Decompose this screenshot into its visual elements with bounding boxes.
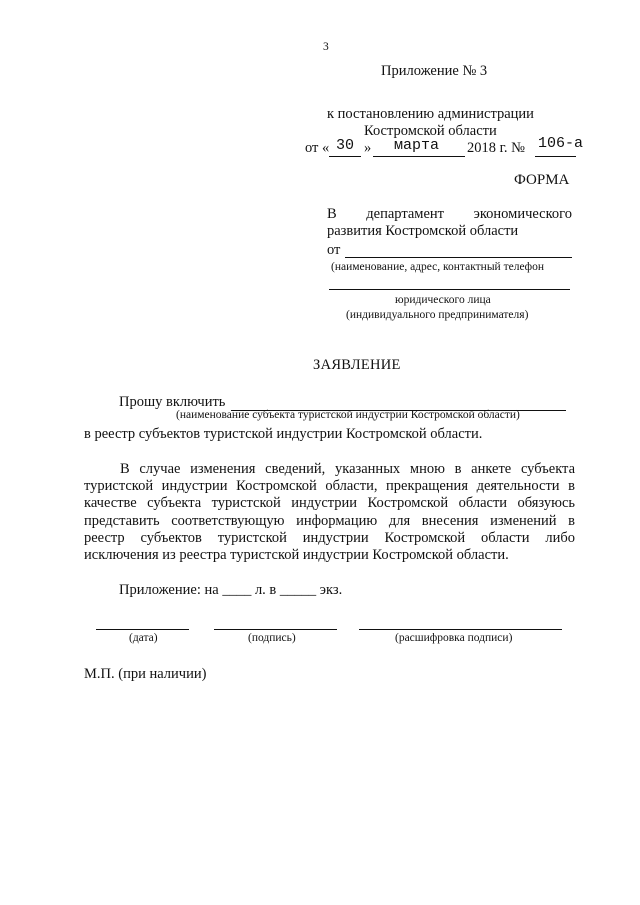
- attachment-pages-blank: ____: [222, 582, 252, 598]
- request-label: Прошу включить: [119, 394, 226, 410]
- date-prefix: от «: [305, 140, 330, 156]
- paragraph-line: В случае изменения сведений, указанных мною в анкете субъекта: [120, 461, 575, 477]
- appendix-title: Приложение № 3: [381, 63, 488, 79]
- attachment-suffix: экз.: [319, 582, 343, 598]
- date-mid: »: [364, 140, 372, 156]
- date-year: 2018 г. №: [467, 140, 526, 156]
- attachment-copies-blank: _____: [279, 582, 317, 598]
- date-signature-line: [96, 629, 189, 630]
- attachment-line: [119, 582, 342, 599]
- decoding-caption: (расшифровка подписи): [395, 632, 513, 644]
- decoding-signature-line: [359, 629, 562, 630]
- date-day: 30: [336, 137, 355, 154]
- day-underline: [329, 156, 361, 157]
- number-underline: [535, 156, 576, 157]
- from-label: от: [327, 242, 341, 258]
- date-caption: (дата): [129, 632, 158, 644]
- from-field-line-2: [329, 289, 570, 290]
- document-heading: ЗАЯВЛЕНИЕ: [313, 357, 401, 373]
- from-field-line: [345, 257, 572, 258]
- recipient-line-1: [327, 206, 572, 223]
- paragraph-line: качестве субъекта туристской индустрии Костромской области обязуюсь: [84, 495, 575, 512]
- recipient-word-econ: экономического: [473, 206, 572, 222]
- paragraph-line: представить соответствующую информацию для внесения изменений в: [84, 512, 575, 529]
- subject-name-hint: (наименование субъекта туристской индустрии Костромской области): [176, 409, 520, 421]
- month-underline: [373, 156, 465, 157]
- obligation-paragraph: [84, 461, 575, 564]
- from-hint-3: (индивидуального предпринимателя): [346, 309, 529, 321]
- page-number: 3: [323, 41, 329, 53]
- recipient-word-v: В: [327, 206, 337, 222]
- date-month: марта: [394, 137, 440, 154]
- from-hint-2: юридического лица: [395, 294, 491, 306]
- signature-caption: (подпись): [248, 632, 296, 644]
- request-continuation: в реестр субъектов туристской индустрии Костромской области.: [84, 426, 483, 442]
- recipient-word-dept: департамент: [366, 206, 445, 222]
- attachment-mid: л. в: [254, 582, 277, 598]
- signature-line: [214, 629, 337, 630]
- paragraph-line: реестр субъектов туристской индустрии Костромской области либо: [84, 529, 575, 546]
- recipient-line-2: развития Костромской области: [327, 223, 519, 239]
- from-hint-1: (наименование, адрес, контактный телефон: [331, 261, 545, 273]
- paragraph-line: исключения из реестра туристской индустрии Костромской области.: [84, 547, 509, 564]
- form-label: ФОРМА: [514, 172, 570, 188]
- document-number: 106-а: [538, 135, 584, 152]
- stamp-label: М.П. (при наличии): [84, 666, 207, 682]
- appendix-region-line: Костромской области: [364, 123, 497, 139]
- attachment-label: Приложение: на: [119, 582, 219, 598]
- paragraph-line: туристской индустрии Костромской области, прекращения деятельности в: [84, 478, 575, 495]
- appendix-resolution-line: к постановлению администрации: [327, 106, 534, 122]
